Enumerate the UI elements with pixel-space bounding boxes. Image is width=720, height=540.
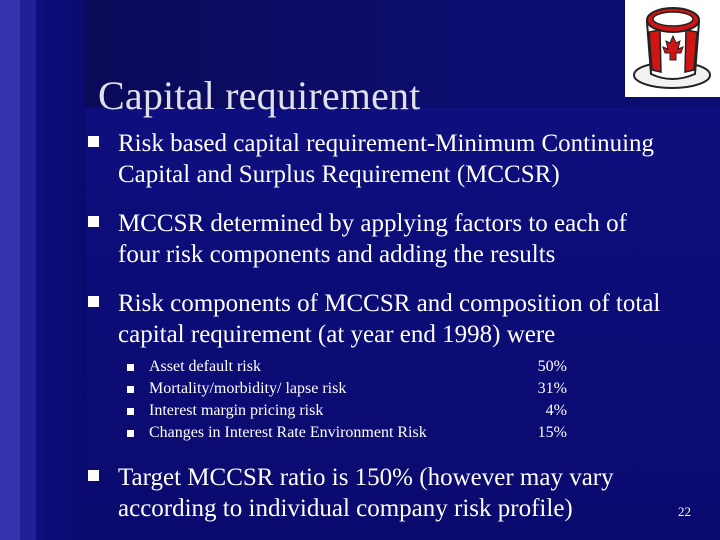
bullet-1 xyxy=(88,128,698,198)
component-label: Interest margin pricing risk xyxy=(149,402,324,419)
component-row xyxy=(127,424,567,444)
component-label: Asset default risk xyxy=(149,358,261,375)
bullet-4-line2: according to individual company risk profile) xyxy=(118,495,573,522)
canadian-flag-top-hat-icon xyxy=(625,0,720,97)
component-label: Changes in Interest Rate Environment Risk xyxy=(149,424,427,441)
component-row xyxy=(127,358,567,378)
bullet-marker xyxy=(88,470,99,481)
component-row xyxy=(127,402,567,422)
bullet-marker xyxy=(88,216,99,227)
left-decorative-strip xyxy=(0,0,86,540)
page-number: 22 xyxy=(678,504,691,519)
component-value: 31% xyxy=(537,380,567,397)
component-label: Mortality/morbidity/ lapse risk xyxy=(149,380,347,397)
sub-bullet-marker xyxy=(127,364,134,371)
bullet-3-line1: Risk components of MCCSR and composition of total xyxy=(118,290,661,317)
bullet-3 xyxy=(88,288,698,358)
bullet-2-line2: four risk components and adding the results xyxy=(118,241,556,268)
strip-pattern-inner xyxy=(20,0,36,540)
bullet-4-line1: Target MCCSR ratio is 150% (however may vary xyxy=(118,464,614,491)
component-row xyxy=(127,380,567,400)
sub-bullet-marker xyxy=(127,408,134,415)
bullet-marker xyxy=(88,136,99,147)
sub-bullet-marker xyxy=(127,430,134,437)
bullet-3-line2: capital requirement (at year end 1998) were xyxy=(118,321,556,348)
component-value: 50% xyxy=(537,358,567,375)
strip-fade xyxy=(36,0,86,540)
bullet-1-line1: Risk based capital requirement-Minimum Continuing xyxy=(118,130,655,157)
bullet-1-line2: Capital and Surplus Requirement (MCCSR) xyxy=(118,161,560,188)
bullet-2-line1: MCCSR determined by applying factors to each of xyxy=(118,210,627,237)
strip-pattern xyxy=(0,0,20,540)
sub-bullet-marker xyxy=(127,386,134,393)
bullet-4 xyxy=(88,462,698,532)
component-value: 4% xyxy=(545,402,567,419)
slide-title: Capital requirement xyxy=(98,73,421,118)
bullet-marker xyxy=(88,296,99,307)
bullet-2 xyxy=(88,208,698,278)
component-value: 15% xyxy=(537,424,567,441)
